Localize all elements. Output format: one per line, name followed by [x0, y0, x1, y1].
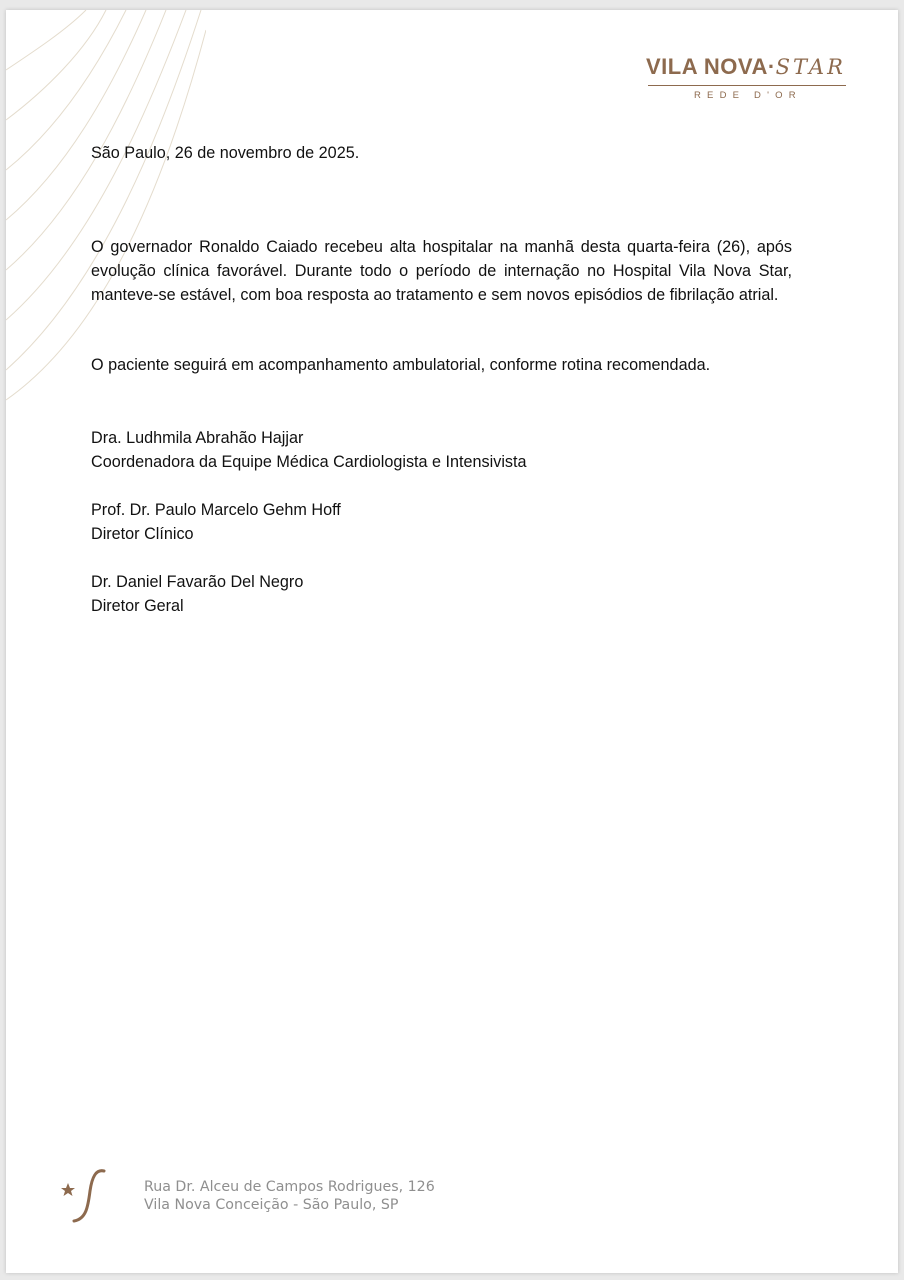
signature-block [91, 426, 527, 618]
letter-page [6, 10, 898, 1273]
footer-address [144, 1178, 435, 1214]
decorative-wave-lines [6, 10, 206, 410]
address-line-2: Vila Nova Conceição - São Paulo, SP [144, 1197, 399, 1213]
logo-wordmark [646, 54, 846, 80]
address-line-1: Rua Dr. Alceu de Campos Rodrigues, 126 [144, 1179, 435, 1195]
star-integral-icon [58, 1167, 118, 1227]
logo-script-text: STAR [775, 55, 846, 79]
logo-main-text: VILA NOVA [646, 54, 768, 79]
letter-paragraph-2: O paciente seguirá em acompanhamento ambulatorial, conforme rotina recomendada. [91, 356, 711, 374]
letter-paragraph-1: O governador Ronaldo Caiado recebeu alta hospitalar na manhã desta quarta-feira (26), após evolução clínica favorável. Durante todo o período de internação no Hospital Vila Nova Star, manteve-se estável, com boa resposta ao tratamento e sem novos episódios de fibrilação atrial. [91, 238, 792, 304]
logo-subtitle: REDE D'OR [694, 90, 802, 101]
letter-date: São Paulo, 26 de novembro de 2025. [91, 144, 360, 162]
hospital-logo [646, 54, 851, 114]
signatory-name: Dr. Daniel Favarão Del Negro [91, 573, 304, 591]
signatory-name: Prof. Dr. Paulo Marcelo Gehm Hoff [91, 501, 341, 519]
signatory-role: Diretor Geral [91, 597, 184, 615]
signatory-name: Dra. Ludhmila Abrahão Hajjar [91, 429, 304, 447]
signatory-role: Coordenadora da Equipe Médica Cardiologista e Intensivista [91, 453, 527, 471]
logo-separator: · [767, 54, 776, 79]
logo-divider [648, 85, 846, 86]
signatory-role: Diretor Clínico [91, 525, 194, 543]
